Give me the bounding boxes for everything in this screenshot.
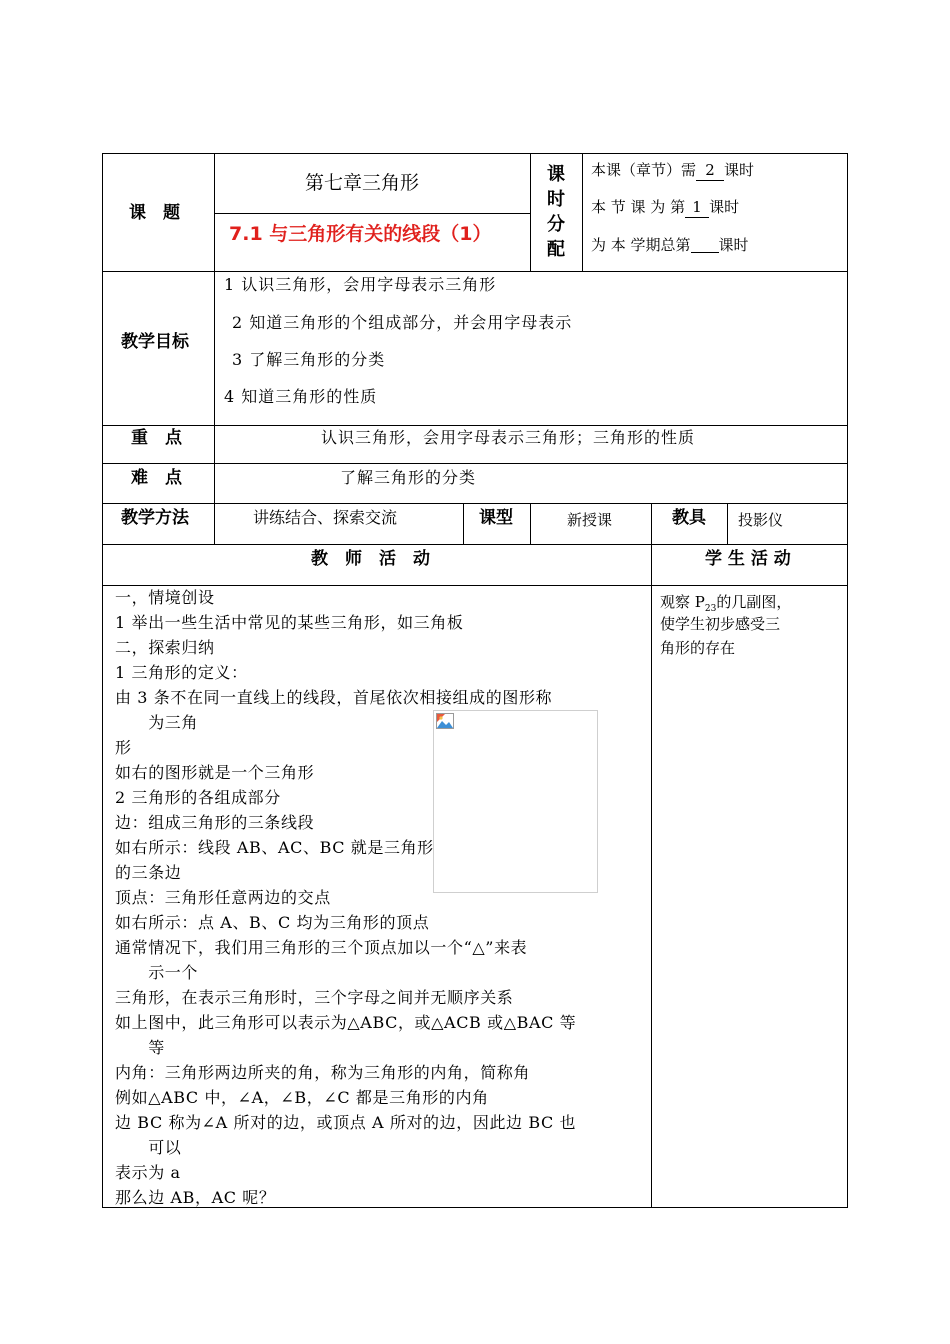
teacher-line: 的三条边: [115, 863, 182, 882]
teacher-activity-header: 教 师 活 动: [311, 549, 430, 569]
teacher-line: 例如△ABC 中，∠A，∠B，∠C 都是三角形的内角: [115, 1088, 489, 1107]
key-points-label: 重 点: [131, 428, 182, 448]
teacher-line: 形: [115, 738, 132, 757]
teacher-line: 1 举出一些生活中常见的某些三角形，如三角板: [115, 613, 464, 632]
hours-line-3-pre: 为 本 学期总第: [591, 236, 691, 254]
teacher-line: 2 三角形的各组成部分: [115, 788, 281, 807]
objective-item: 3 了解三角形的分类: [232, 350, 386, 369]
objective-item: 1 认识三角形，会用字母表示三角形: [224, 275, 497, 294]
triangle-figure-image: [433, 710, 598, 893]
lesson-type-label: 课型: [479, 508, 513, 528]
teacher-line: 二，探索归纳: [115, 638, 215, 657]
student-line-prefix: 观察 P: [660, 593, 705, 611]
objectives-label: 教学目标: [121, 332, 189, 352]
col-divider: [530, 153, 531, 272]
teacher-line: 一，情境创设: [115, 588, 215, 607]
teacher-line: 如右所示：点 A、B、C 均为三角形的顶点: [115, 913, 430, 932]
teacher-line: 等: [115, 1038, 165, 1057]
activity-column-divider: [651, 503, 652, 1208]
table-border-right: [847, 153, 848, 1208]
hours-label-char: 时: [547, 189, 565, 210]
teacher-line: 如右所示：线段 AB、AC、BC 就是三角形: [115, 838, 434, 857]
objective-item: 4 知道三角形的性质: [224, 387, 378, 406]
teacher-line: 1 三角形的定义：: [115, 663, 248, 682]
topic-label: 课 题: [129, 203, 180, 223]
table-border-left: [102, 153, 103, 1208]
teacher-line: 三角形，在表示三角形时，三个字母之间并无顺序关系: [115, 988, 514, 1007]
hours-label-char: 配: [547, 239, 565, 260]
student-line-subscript: 23: [704, 604, 717, 614]
teacher-line: 示一个: [115, 963, 199, 982]
col-divider: [582, 153, 583, 272]
objective-item: 2 知道三角形的个组成部分，并会用字母表示: [232, 313, 573, 332]
hours-line-2-value: 1: [685, 197, 709, 218]
teacher-line: 可以: [115, 1138, 182, 1157]
teacher-line: 边 BC 称为∠A 所对的边，或顶点 A 所对的边，因此边 BC 也: [115, 1113, 577, 1132]
difficulty-label: 难 点: [131, 468, 182, 488]
hours-label-char: 课: [547, 164, 565, 185]
hours-line-1-post: 课时: [724, 161, 755, 179]
teacher-line: 如右的图形就是一个三角形: [115, 763, 315, 782]
student-line-rest: 的几副图，: [716, 593, 792, 611]
method-value: 讲练结合、探索交流: [253, 508, 398, 527]
teacher-line: 内角：三角形两边所夹的角，称为三角形的内角，简称角: [115, 1063, 531, 1082]
difficulty-text: 了解三角形的分类: [340, 468, 477, 487]
hours-line-2-post: 课时: [709, 198, 740, 216]
lesson-type-value: 新授课: [567, 511, 613, 529]
teacher-line: 为三角: [115, 713, 199, 732]
teacher-line: 通常情况下，我们用三角形的三个顶点加以一个“△”来表: [115, 938, 528, 957]
label-column-divider: [214, 153, 215, 545]
hours-line-3-post: 课时: [718, 236, 749, 254]
col-divider: [463, 503, 464, 545]
teacher-line: 表示为 a: [115, 1163, 181, 1182]
row-divider: [102, 585, 848, 586]
hours-line-2-pre: 本 节 课 为 第: [591, 198, 686, 216]
teacher-line: 如上图中，此三角形可以表示为△ABC，或△ACB 或△BAC 等: [115, 1013, 577, 1032]
method-label: 教学方法: [121, 508, 189, 528]
key-points-text: 认识三角形，会用字母表示三角形；三角形的性质: [321, 428, 696, 447]
title-divider: [214, 213, 530, 214]
student-activity-header: 学 生 活 动: [705, 549, 791, 569]
teacher-line: 顶点：三角形任意两边的交点: [115, 888, 331, 907]
hours-line-3: [591, 235, 749, 255]
teacher-line: 由 3 条不在同一直线上的线段，首尾依次相接组成的图形称: [115, 688, 553, 707]
student-line: 角形的存在: [660, 639, 736, 657]
teacher-line: 边：组成三角形的三条线段: [115, 813, 315, 832]
hours-line-1-value: 2: [696, 160, 724, 181]
col-divider: [727, 503, 728, 545]
hours-label-char: 分: [547, 214, 565, 235]
student-line: 使学生初步感受三: [660, 615, 781, 633]
hours-line-2: [591, 197, 739, 218]
teaching-tools-label: 教具: [672, 508, 706, 528]
hours-line-3-value: [691, 235, 719, 253]
teacher-line: 那么边 AB，AC 呢？: [115, 1188, 276, 1207]
section-title: 7.1 与三角形有关的线段（1）: [229, 223, 492, 245]
col-divider: [530, 503, 531, 545]
hours-line-1: [591, 160, 754, 181]
chapter-title: 第七章三角形: [305, 172, 420, 194]
hours-line-1-pre: 本课（章节）需: [591, 161, 697, 179]
teaching-tools-value: 投影仪: [738, 511, 784, 529]
broken-image-icon: [436, 713, 454, 729]
